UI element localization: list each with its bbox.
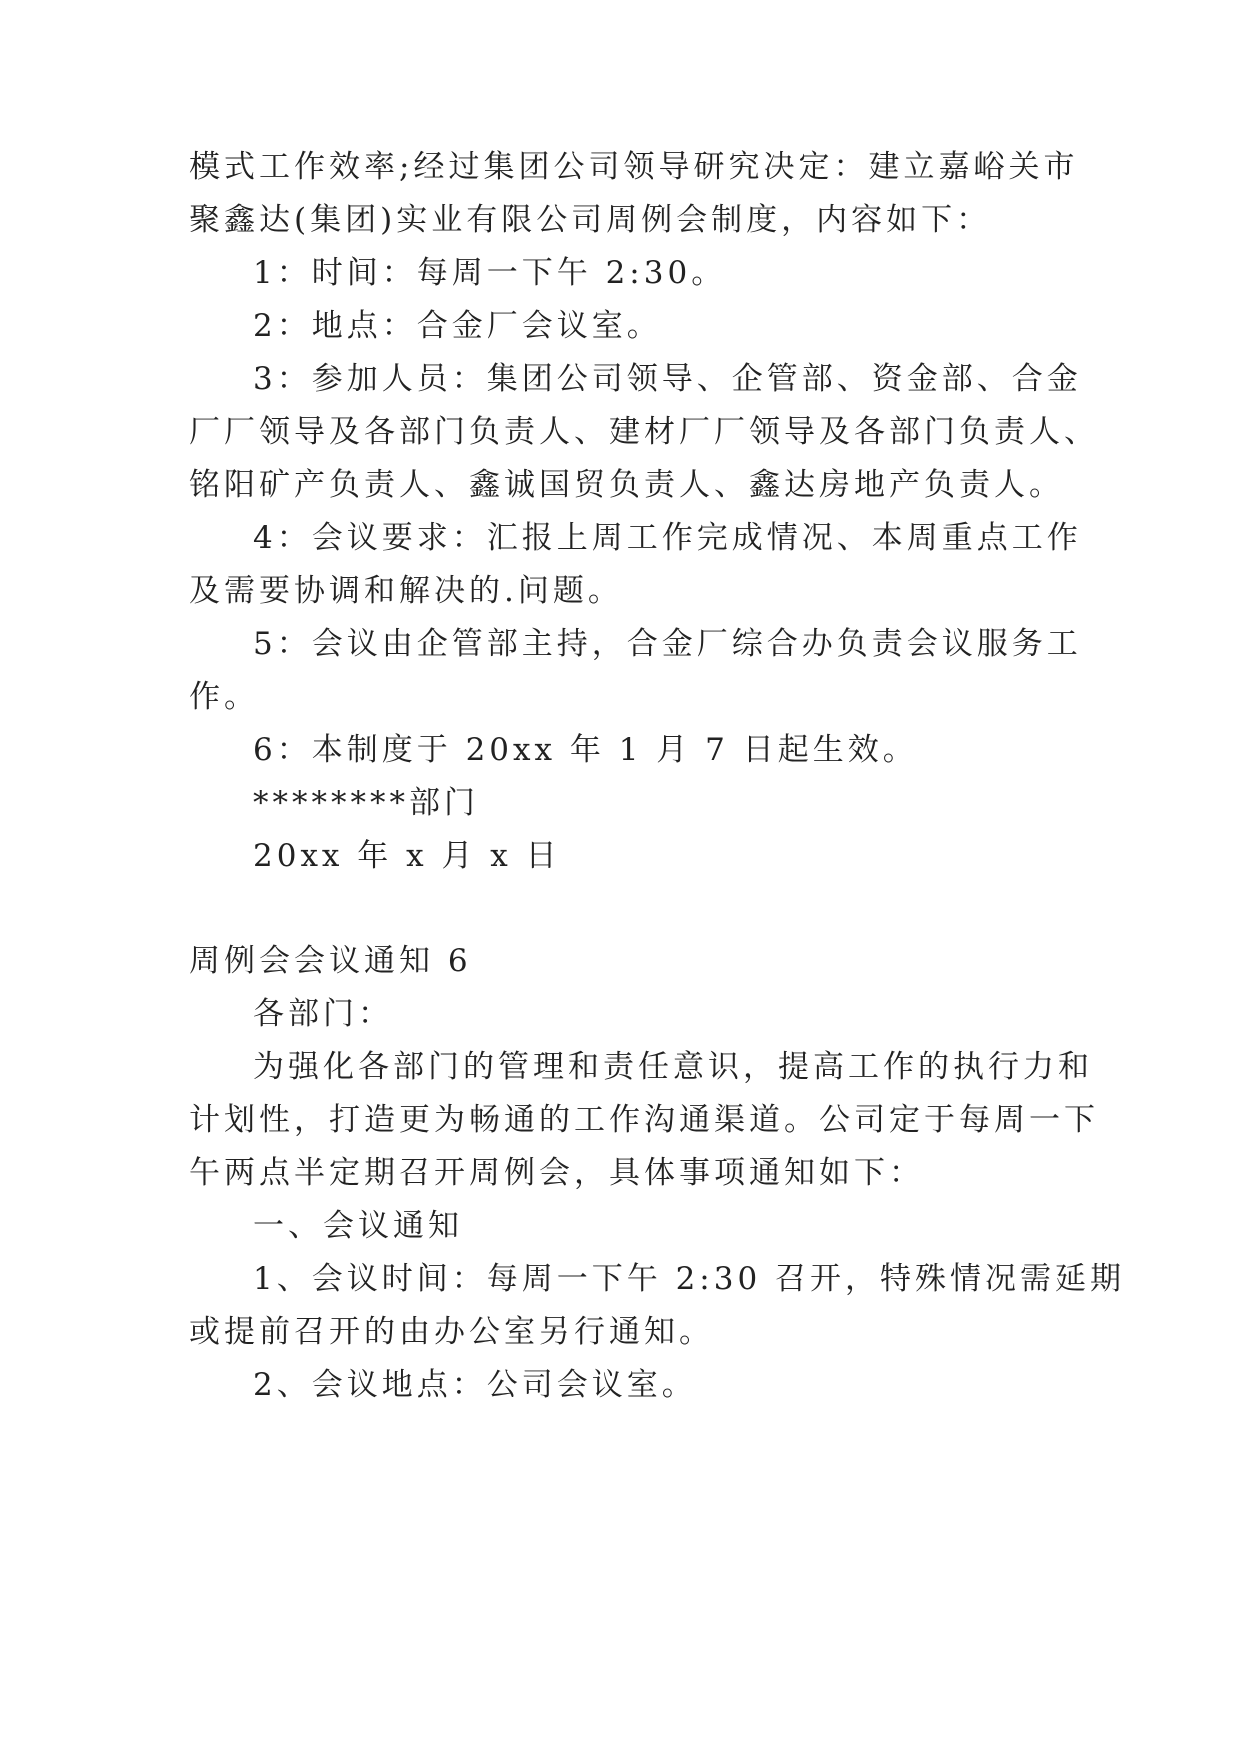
list-item: 2：地点：合金厂会议室。	[253, 308, 662, 344]
list-item: 1、会议时间：每周一下午 2:30 召开，特殊情况需延期	[253, 1261, 1126, 1297]
section-title: 周例会会议通知 6	[189, 943, 472, 979]
signature-date: 20xx 年 x 月 x 日	[253, 838, 561, 874]
list-item: 2、会议地点：公司会议室。	[253, 1367, 697, 1403]
list-item: 4：会议要求：汇报上周工作完成情况、本周重点工作	[253, 520, 1082, 556]
list-item-continuation: 铭阳矿产负责人、鑫诚国贸负责人、鑫达房地产负责人。	[189, 467, 1064, 503]
paragraph-line: 午两点半定期召开周例会，具体事项通知如下：	[189, 1155, 924, 1191]
salutation: 各部门：	[253, 996, 393, 1032]
paragraph-line: 聚鑫达(集团)实业有限公司周例会制度，内容如下：	[189, 202, 992, 238]
paragraph-line: 计划性，打造更为畅通的工作沟通渠道。公司定于每周一下	[189, 1102, 1099, 1138]
paragraph-line: 为强化各部门的管理和责任意识，提高工作的执行力和	[253, 1049, 1093, 1085]
list-item: 1：时间：每周一下午 2:30。	[253, 255, 727, 291]
list-item-continuation: 及需要协调和解决的.问题。	[189, 573, 623, 609]
paragraph-line: 模式工作效率;经过集团公司领导研究决定：建立嘉峪关市	[189, 149, 1079, 185]
list-item-continuation: 厂厂领导及各部门负责人、建材厂厂领导及各部门负责人、	[189, 414, 1099, 450]
list-item: 5：会议由企管部主持，合金厂综合办负责会议服务工	[253, 626, 1082, 662]
signature-department: ********部门	[253, 785, 479, 821]
list-item-continuation: 作。	[189, 679, 259, 715]
section-heading: 一、会议通知	[253, 1208, 463, 1244]
list-item: 3：参加人员：集团公司领导、企管部、资金部、合金	[253, 361, 1082, 397]
list-item-continuation: 或提前召开的由办公室另行通知。	[189, 1314, 714, 1350]
list-item: 6：本制度于 20xx 年 1 月 7 日起生效。	[253, 732, 918, 768]
